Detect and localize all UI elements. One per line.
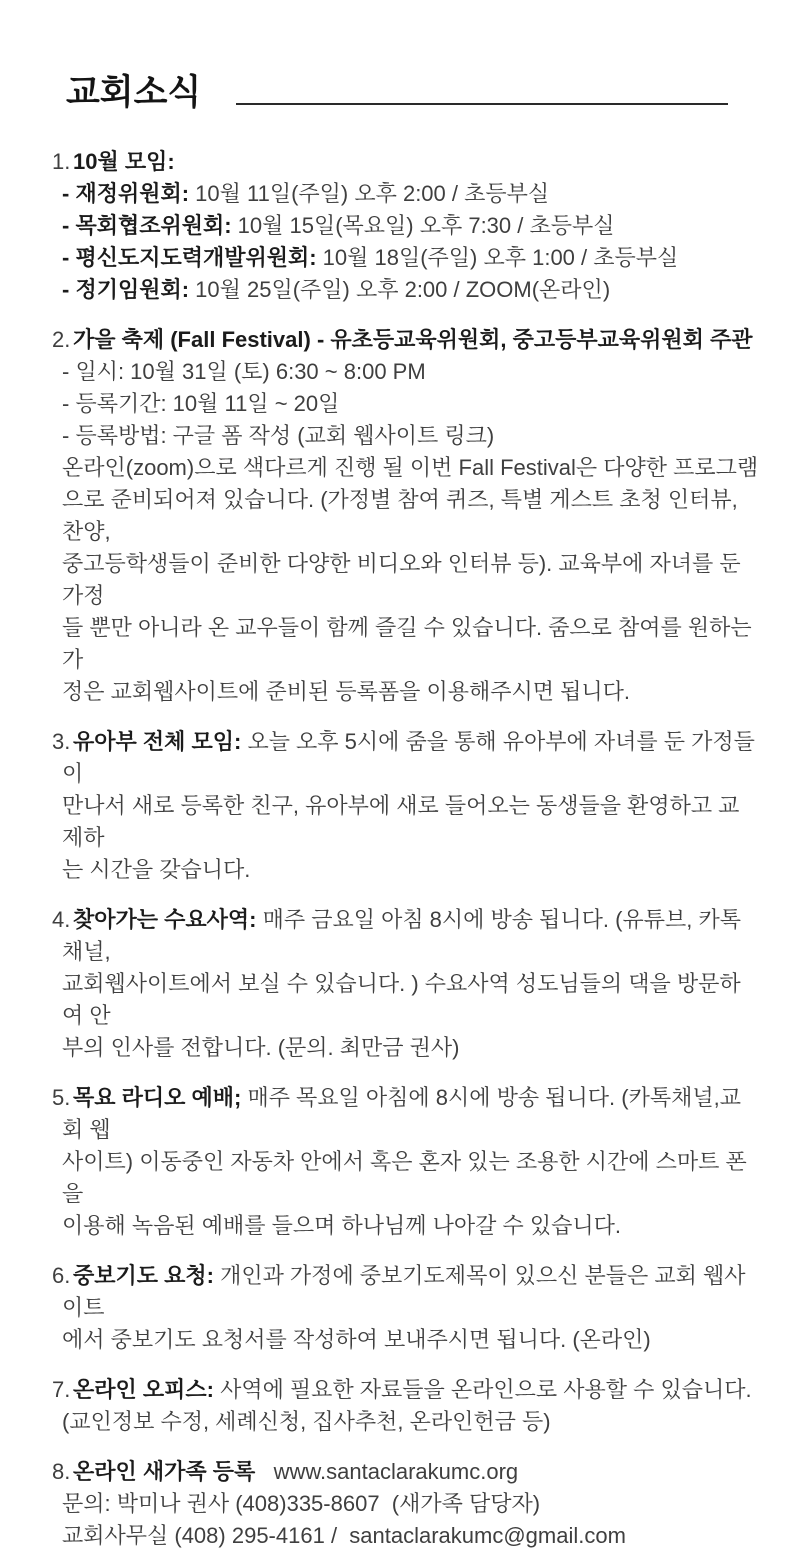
text-line xyxy=(62,1520,760,1552)
news-list xyxy=(0,146,800,1552)
item-label: 목요 라디오 예배; xyxy=(73,1085,242,1110)
text-segment: 매주 목요일 아침에 8시에 방송 됩니다. (카톡채널,교회 웹 xyxy=(62,1085,741,1142)
item-number: 1. xyxy=(52,149,71,174)
text-segment: (교인정보 수정, 세례신청, 집사추천, 온라인헌금 등) xyxy=(62,1409,551,1434)
text-segment: 이용해 녹음된 예배를 들으며 하나님께 나아갈 수 있습니다. xyxy=(62,1213,621,1238)
text-line xyxy=(62,484,760,548)
text-segment: 오늘 오후 5시에 줌을 통해 유아부에 자녀를 둔 가정들이 xyxy=(62,729,755,786)
text-line xyxy=(62,676,760,708)
text-line xyxy=(62,242,760,274)
item-label: - 정기임원회: xyxy=(62,277,190,302)
item-number: 5. xyxy=(52,1085,71,1110)
text-segment: 10월 25일(주일) 오후 2:00 / ZOOM(온라인) xyxy=(189,277,611,302)
text-line xyxy=(62,274,760,306)
header-rule xyxy=(236,103,728,105)
item-number: 7. xyxy=(52,1377,71,1402)
text-line xyxy=(62,356,760,388)
item-label: - 목회협조위원회: xyxy=(62,213,232,238)
contact-phone-number: (408)335-8607 xyxy=(235,1491,380,1516)
item-label: - 재정위원회: xyxy=(62,181,190,206)
item-heading-line xyxy=(62,1082,760,1146)
text-line xyxy=(62,790,760,854)
item-heading-line xyxy=(62,324,760,356)
text-line xyxy=(62,548,760,612)
header xyxy=(66,70,728,116)
text-segment: 부의 인사를 전합니다. (문의. 최만금 권사) xyxy=(62,1035,460,1060)
text-line xyxy=(62,1324,760,1356)
text-segment: 교회사무실 xyxy=(62,1523,175,1548)
item-number: 3. xyxy=(52,729,71,754)
item-label: 찾아가는 수요사역: xyxy=(73,907,257,932)
text-segment: 중고등학생들이 준비한 다양한 비디오와 인터뷰 등). 교육부에 자녀를 둔 가정 xyxy=(62,551,747,608)
text-line xyxy=(62,968,760,1032)
item-heading-line xyxy=(62,146,760,178)
item-number: 2. xyxy=(52,327,71,352)
text-line xyxy=(62,854,760,886)
news-item-1 xyxy=(52,146,760,306)
text-segment: 10월 18일(주일) 오후 1:00 / 초등부실 xyxy=(316,245,679,270)
text-line xyxy=(62,1032,760,1064)
text-line xyxy=(62,612,760,676)
text-line xyxy=(62,388,760,420)
text-line xyxy=(62,210,760,242)
text-line xyxy=(62,1210,760,1242)
item-heading-line xyxy=(62,1374,760,1406)
item-label: 10월 모임: xyxy=(73,149,175,174)
item-label: 유아부 전체 모임: xyxy=(73,729,242,754)
text-segment: (새가족 담당자) xyxy=(379,1491,541,1516)
text-segment: 사역에 필요한 자료들을 온라인으로 사용할 수 있습니다. xyxy=(213,1377,752,1402)
text-segment: 온라인(zoom)으로 색다르게 진행 될 이번 Fall Festival은 다양한 프로그램 xyxy=(62,455,759,480)
text-segment: 교회웹사이트에서 보실 수 있습니다. ) 수요사역 성도님들의 댁을 방문하여 안 xyxy=(62,971,741,1028)
text-segment: / xyxy=(324,1523,350,1548)
text-segment: 만나서 새로 등록한 친구, 유아부에 새로 들어오는 동생들을 환영하고 교제하 xyxy=(62,793,740,850)
text-segment: 10월 15일(목요일) 오후 7:30 / 초등부실 xyxy=(231,213,615,238)
text-segment xyxy=(255,1459,273,1484)
item-heading-line xyxy=(62,1260,760,1324)
item-label: 가을 축제 (Fall Festival) - 유초등교육위원회, 중고등부교육위원회 주관 xyxy=(73,327,753,352)
text-segment: 는 시간을 갖습니다. xyxy=(62,857,251,882)
text-line xyxy=(62,420,760,452)
news-item-7 xyxy=(52,1374,760,1438)
text-segment: 10월 11일(주일) 오후 2:00 / 초등부실 xyxy=(189,181,550,206)
website-url: www.santaclarakumc.org xyxy=(273,1459,519,1484)
page-title: 교회소식 xyxy=(66,73,202,112)
text-segment: - 등록기간: 10월 11일 ~ 20일 xyxy=(62,391,340,416)
text-segment: 으로 준비되어져 있습니다. (가정별 참여 퀴즈, 특별 게스트 초청 인터뷰, 찬양, xyxy=(62,487,744,544)
text-line xyxy=(62,178,760,210)
text-segment: 들 뿐만 아니라 온 교우들이 함께 즐길 수 있습니다. 줌으로 참여를 원하는 가 xyxy=(62,615,758,672)
item-number: 4. xyxy=(52,907,71,932)
item-number: 6. xyxy=(52,1263,71,1288)
news-item-6 xyxy=(52,1260,760,1356)
text-segment: 사이트) 이동중인 자동차 안에서 혹은 혼자 있는 조용한 시간에 스마트 폰을 xyxy=(62,1149,747,1206)
news-item-4 xyxy=(52,904,760,1064)
text-segment: 매주 금요일 아침 8시에 방송 됩니다. (유튜브, 카톡채널, xyxy=(62,907,741,964)
item-heading-line xyxy=(62,904,760,968)
text-line xyxy=(62,1488,760,1520)
item-number: 8. xyxy=(52,1459,71,1484)
text-segment: 정은 교회웹사이트에 준비된 등록폼을 이용해주시면 됩니다. xyxy=(62,679,630,704)
item-heading-line xyxy=(62,726,760,790)
news-item-2 xyxy=(52,324,760,708)
item-heading-line xyxy=(62,1456,760,1488)
text-line xyxy=(62,1406,760,1438)
item-label: - 평신도지도력개발위원회: xyxy=(62,245,317,270)
news-item-5 xyxy=(52,1082,760,1242)
text-segment: 문의: 박미나 권사 xyxy=(62,1491,236,1516)
office-phone-number: (408) 295-4161 xyxy=(174,1523,325,1548)
news-item-3 xyxy=(52,726,760,886)
item-label: 온라인 오피스: xyxy=(73,1377,214,1402)
newsletter-page xyxy=(0,70,800,1548)
text-segment: - 등록방법: 구글 폼 작성 (교회 웹사이트 링크) xyxy=(62,423,495,448)
item-label: 온라인 새가족 등록 xyxy=(73,1459,256,1484)
text-segment: 에서 중보기도 요청서를 작성하여 보내주시면 됩니다. (온라인) xyxy=(62,1327,651,1352)
email-address: santaclarakumc@gmail.com xyxy=(349,1523,626,1548)
item-label: 중보기도 요청: xyxy=(73,1263,214,1288)
text-line xyxy=(62,452,760,484)
news-item-8 xyxy=(52,1456,760,1552)
text-line xyxy=(62,1146,760,1210)
text-segment: 개인과 가정에 중보기도제목이 있으신 분들은 교회 웹사이트 xyxy=(62,1263,746,1320)
text-segment: - 일시: 10월 31일 (토) 6:30 ~ 8:00 PM xyxy=(62,359,426,384)
